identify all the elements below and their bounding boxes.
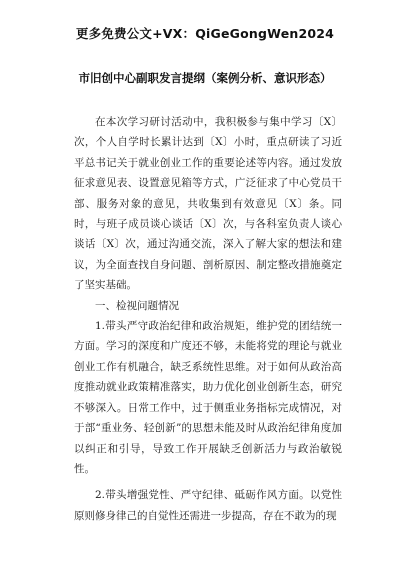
- document-body: [74, 112, 342, 526]
- section-heading: 一、检视问题情况: [95, 299, 179, 312]
- promo-header: 更多免费公文+VX：QiGeGongWen2024: [75, 26, 335, 41]
- document-title: 市旧创中心副职发言提纲（案例分析、意识形态）: [78, 71, 332, 85]
- intro-paragraph: 在本次学习研讨活动中，我积极参与集中学习〔X〕次，个人自学时长累计达到〔X〕小时，重点研读了习近平总书记关于就业创业工作的重要论述等内容。通过发放征求意见表、设置意见箱等方式，广泛征求了中心党员干部、服务对象的意见，共收集到有效意见〔X〕条。同时，与班子成员谈心谈话〔X〕次，与各科室负责人谈心谈话〔X〕次，通过沟通交流，深入了解大家的想法和建议，为全面查找自身问题、剖析原因、制定整改措施奠定了坚实基础。: [74, 116, 342, 292]
- point-1-paragraph: 1.带头严守政治纪律和政治规矩，维护党的团结统一方面。学习的深度和广度还不够，未能将党的理论与就业创业工作有机融合，缺乏系统性思维。对于如何从政治高度推动就业政策精准落实，助力优化创业创新生态，研究不够深入。日常工作中，过于侧重业务指标完成情况，对于部“重业务、轻创新”的思想未能及时从政治纪律角度加以纠正和引导，导致工作开展缺乏创新活力与政治敏锐性。: [74, 320, 342, 475]
- point-2-paragraph: 2.带头增强党性、严守纪律、砥砺作风方面。以党性原则修身律己的自觉性还需进一步提高，存在不敢为的现: [74, 489, 342, 522]
